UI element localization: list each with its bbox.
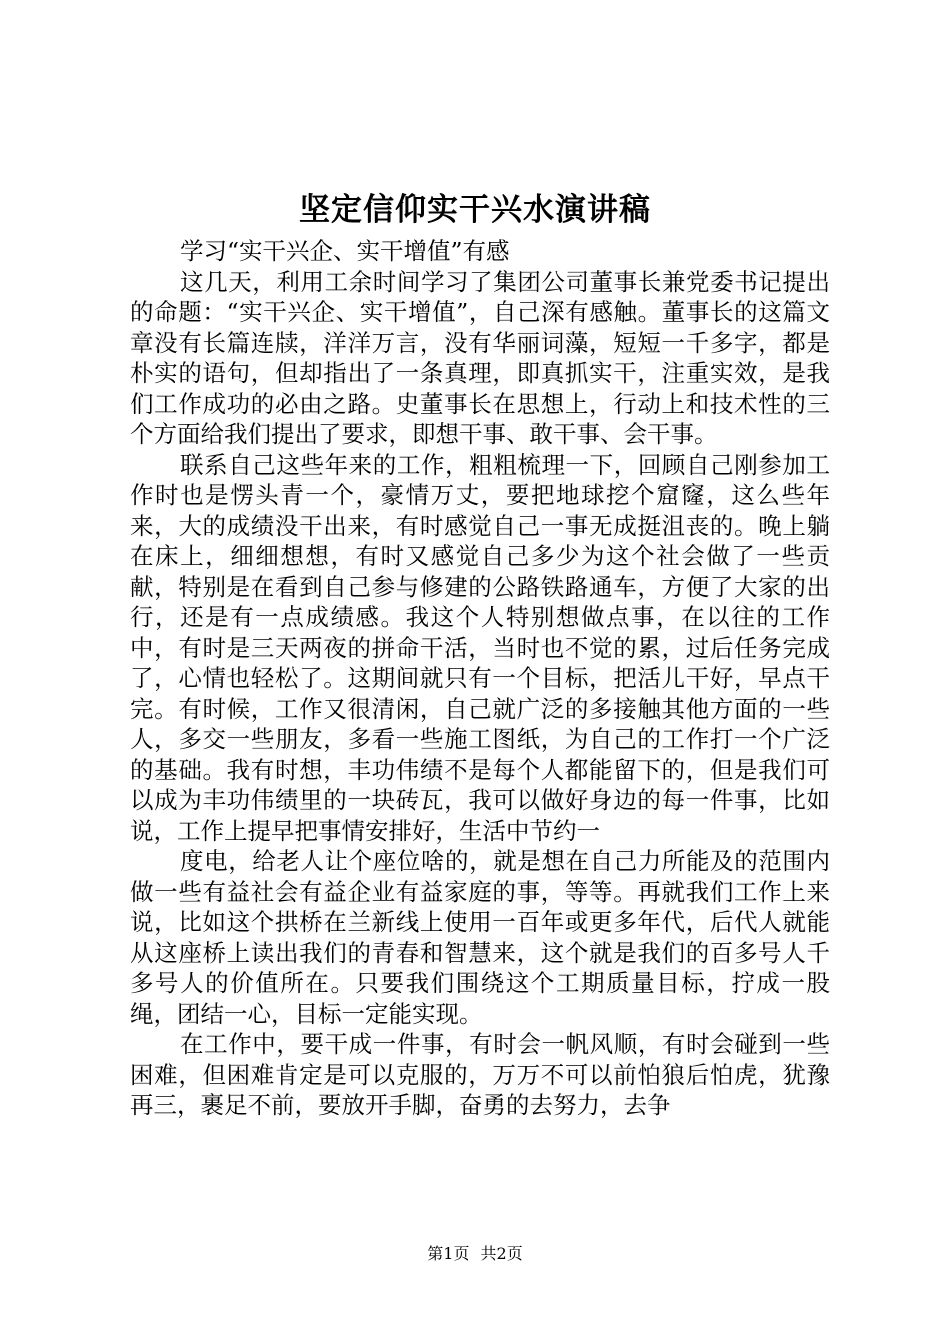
page-footer bbox=[0, 1243, 950, 1265]
paragraph-1: 这几天，利用工余时间学习了集团公司董事长兼党委书记提出的命题：“实干兴企、实干增值”，自己深有感触。董事长的这篇文章没有长篇连牍，洋洋万言，没有华丽词藻，短短一千多字，都是朴实的语句，但却指出了一条真理，即真抓实干，注重实效，是我们工作成功的必由之路。史董事长在思想上，行动上和技术性的三个方面给我们提出了要求，即想干事、敢干事、会干事。 bbox=[130, 267, 830, 448]
document-title: 坚定信仰实干兴水演讲稿 bbox=[299, 192, 651, 228]
page-number: 第1页 bbox=[427, 1244, 470, 1263]
paragraph-3: 度电，给老人让个座位啥的，就是想在自己力所能及的范围内做一些有益社会有益企业有益家庭的事，等等。再就我们工作上来说，比如这个拱桥在兰新线上使用一百年或更多年代，后代人就能从这座桥上读出我们的青春和智慧来，这个就是我们的百多号人千多号人的价值所在。只要我们围绕这个工期质量目标，拧成一股绳，团结一心，目标一定能实现。 bbox=[130, 847, 830, 1028]
paragraph-4: 在工作中，要干成一件事，有时会一帆风顺，有时会碰到一些困难，但困难肯定是可以克服的，万万不可以前怕狼后怕虎，犹豫再三，裹足不前，要放开手脚，奋勇的去努力，去争 bbox=[130, 1030, 830, 1119]
page-total: 共2页 bbox=[480, 1244, 523, 1263]
document-body bbox=[130, 236, 830, 1121]
paragraph-2: 联系自己这些年来的工作，粗粗梳理一下，回顾自己刚参加工作时也是愣头青一个，豪情万丈，要把地球挖个窟窿，这么些年来，大的成绩没干出来，有时感觉自己一事无成挺沮丧的。晚上躺在床上，细细想想，有时又感觉自己多少为这个社会做了一些贡献，特别是在看到自己参与修建的公路铁路通车，方便了大家的出行，还是有一点成绩感。我这个人特别想做点事，在以往的工作中，有时是三天两夜的拼命干活，当时也不觉的累，过后任务完成了，心情也轻松了。这期间就只有一个目标，把活儿干好，早点干完。有时候，工作又很清闲，自己就广泛的多接触其他方面的一些人，多交一些朋友，多看一些施工图纸，为自己的工作打一个广泛的基础。我有时想，丰功伟绩不是每个人都能留下的，但是我们可以成为丰功伟绩里的一块砖瓦，我可以做好身边的每一件事，比如说，工作上提早把事情安排好，生活中节约一 bbox=[130, 450, 830, 845]
document-subtitle: 学习“实干兴企、实干增值”有感 bbox=[180, 237, 510, 265]
